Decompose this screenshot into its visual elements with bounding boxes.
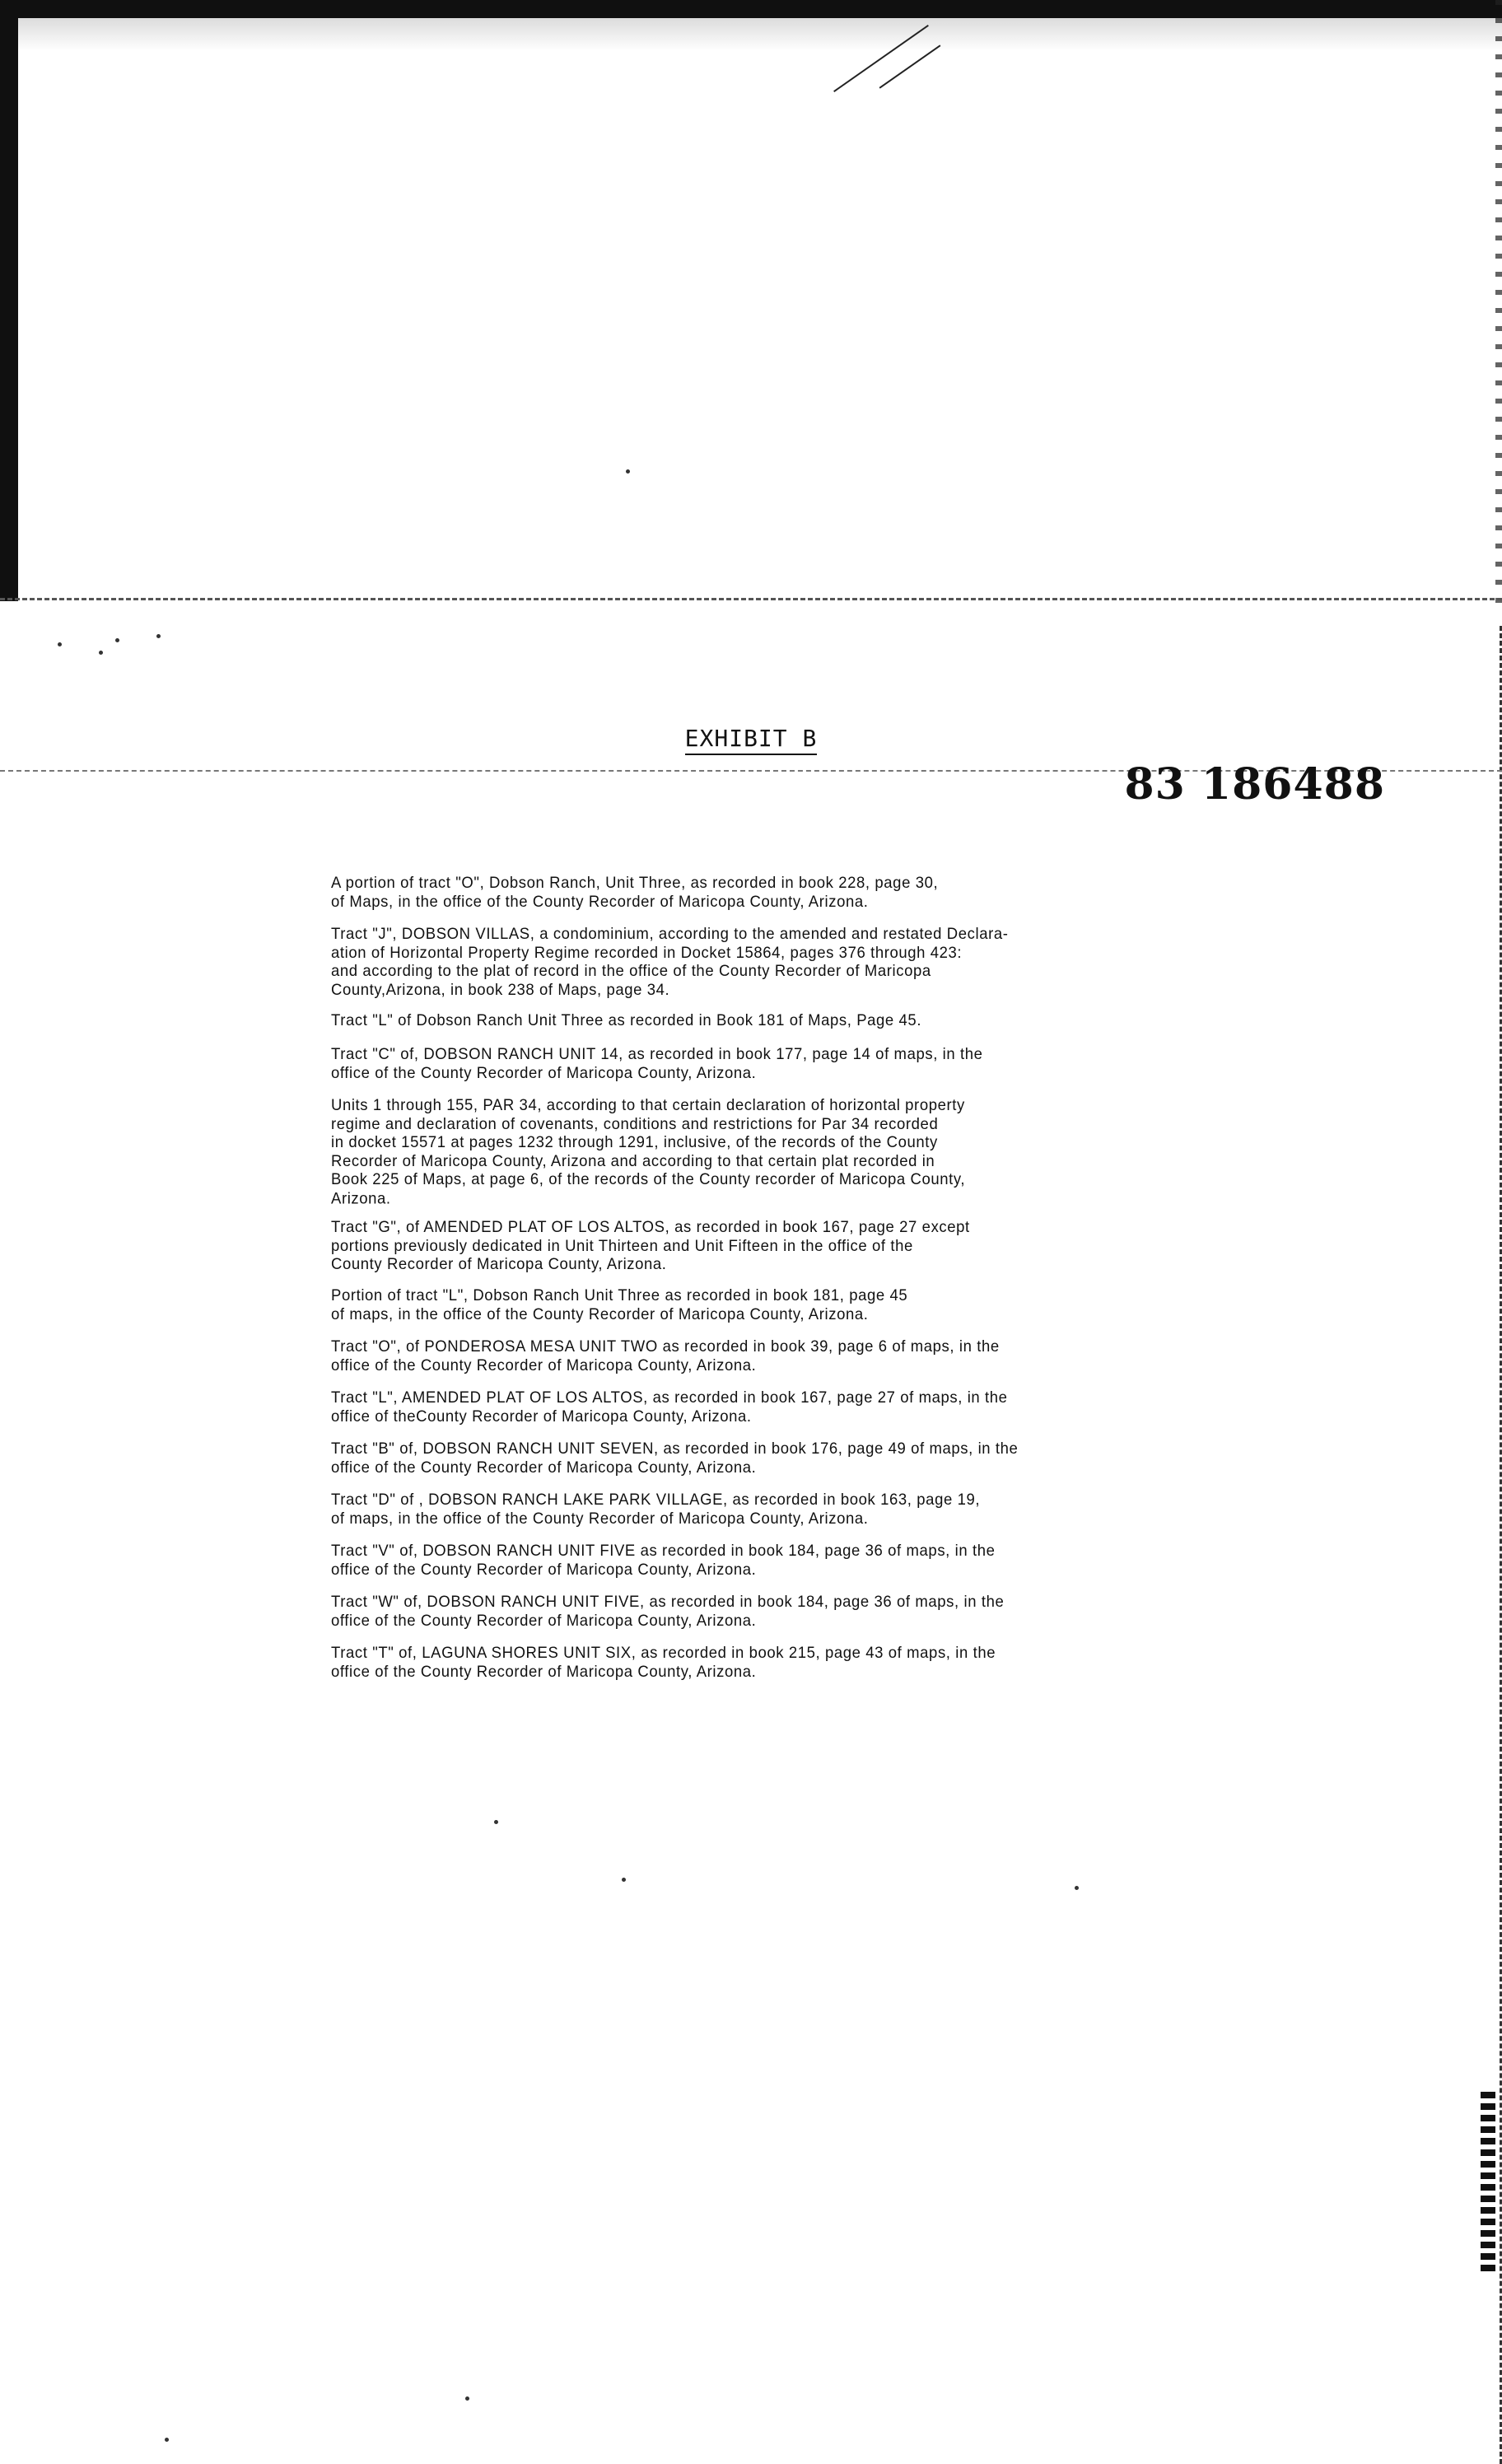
legal-description-paragraph: Tract "W" of, DOBSON RANCH UNIT FIVE, as recorded in book 184, page 36 of maps, in the office of the County Recorder of Maricopa County, Arizona.	[331, 1592, 1005, 1629]
legal-description-paragraph: Tract "L", AMENDED PLAT OF LOS ALTOS, as recorded in book 167, page 27 of maps, in the office of theCounty Recorder of Maricopa County, Arizona.	[331, 1388, 1008, 1425]
scan-top-edge	[0, 0, 1502, 18]
recording-number: 83 186488	[1124, 759, 1385, 810]
scan-speck	[58, 642, 62, 646]
legal-description-paragraph: Tract "T" of, LAGUNA SHORES UNIT SIX, as recorded in book 215, page 43 of maps, in the office of the County Recorder of Maricopa County, Arizona.	[331, 1643, 996, 1680]
scan-speck	[622, 1878, 626, 1882]
scan-right-edge-top	[1495, 0, 1502, 609]
scan-speck	[494, 1820, 498, 1824]
legal-description-paragraph: Tract "V" of, DOBSON RANCH UNIT FIVE as recorded in book 184, page 36 of maps, in the office of the County Recorder of Maricopa County, Arizona.	[331, 1541, 996, 1578]
exhibit-title	[0, 725, 1502, 752]
scan-speck	[1075, 1886, 1079, 1890]
legal-description-paragraph: Tract "O", of PONDEROSA MESA UNIT TWO as recorded in book 39, page 6 of maps, in the office of the County Recorder of Maricopa County, Arizona.	[331, 1337, 1000, 1374]
legal-description-paragraph: A portion of tract "O", Dobson Ranch, Unit Three, as recorded in book 228, page 30, of Maps, in the office of the County Recorder of Maricopa County, Arizona.	[331, 873, 939, 910]
legal-description-paragraph: Tract "J", DOBSON VILLAS, a condominium, according to the amended and restated Declara- ation of Horizontal Property Regime recorded in Docket 15864, pages 376 through 423: and according to the plat of record in the office of the County Recorder of Maricopa County,Arizona, in book 238 of Maps, page 34.	[331, 924, 1009, 998]
legal-description-paragraph: Tract "L" of Dobson Ranch Unit Three as recorded in Book 181 of Maps, Page 45.	[331, 1010, 922, 1029]
scan-speck	[115, 638, 119, 642]
legal-descriptions	[331, 873, 1204, 1694]
scan-speck	[626, 469, 630, 474]
legal-description-paragraph: Tract "C" of, DOBSON RANCH UNIT 14, as recorded in book 177, page 14 of maps, in the office of the County Recorder of Maricopa County, Arizona.	[331, 1043, 983, 1081]
scan-left-edge	[0, 0, 18, 601]
scan-right-bar	[1481, 2092, 1495, 2273]
exhibit-title-text: EXHIBIT B	[685, 725, 818, 755]
scan-speck	[99, 651, 103, 655]
scan-right-edge	[1495, 626, 1502, 2464]
scan-speck	[156, 634, 161, 638]
scan-top-shadow	[0, 18, 1502, 51]
legal-description-paragraph: Units 1 through 155, PAR 34, according to that certain declaration of horizontal property regime and declaration of covenants, conditions and restrictions for Par 34 recorded in docket 15571 at pages 1232 through 1291, inclusive, of the records of the County Recorder of Maricopa County, Arizona and according to that certain plat recorded in Book 225 of Maps, at page 6, of the records of the County recorder of Maricopa County, Arizona.	[331, 1094, 966, 1206]
legal-description-paragraph: Tract "G", of AMENDED PLAT OF LOS ALTOS, as recorded in book 167, page 27 except portions previously dedicated in Unit Thirteen and Unit Fifteen in the office of the County Recorder of Maricopa County, Arizona.	[331, 1216, 970, 1272]
legal-description-paragraph: Tract "D" of , DOBSON RANCH LAKE PARK VILLAGE, as recorded in book 163, page 19, of maps, in the office of the County Recorder of Maricopa County, Arizona.	[331, 1490, 981, 1527]
scan-speck	[465, 2396, 469, 2401]
scan-speck	[165, 2438, 169, 2442]
legal-description-paragraph: Portion of tract "L", Dobson Ranch Unit Three as recorded in book 181, page 45 of maps, in the office of the County Recorder of Maricopa County, Arizona.	[331, 1286, 908, 1323]
legal-description-paragraph: Tract "B" of, DOBSON RANCH UNIT SEVEN, as recorded in book 176, page 49 of maps, in the office of the County Recorder of Maricopa County, Arizona.	[331, 1439, 1019, 1476]
fold-line	[0, 598, 1502, 600]
